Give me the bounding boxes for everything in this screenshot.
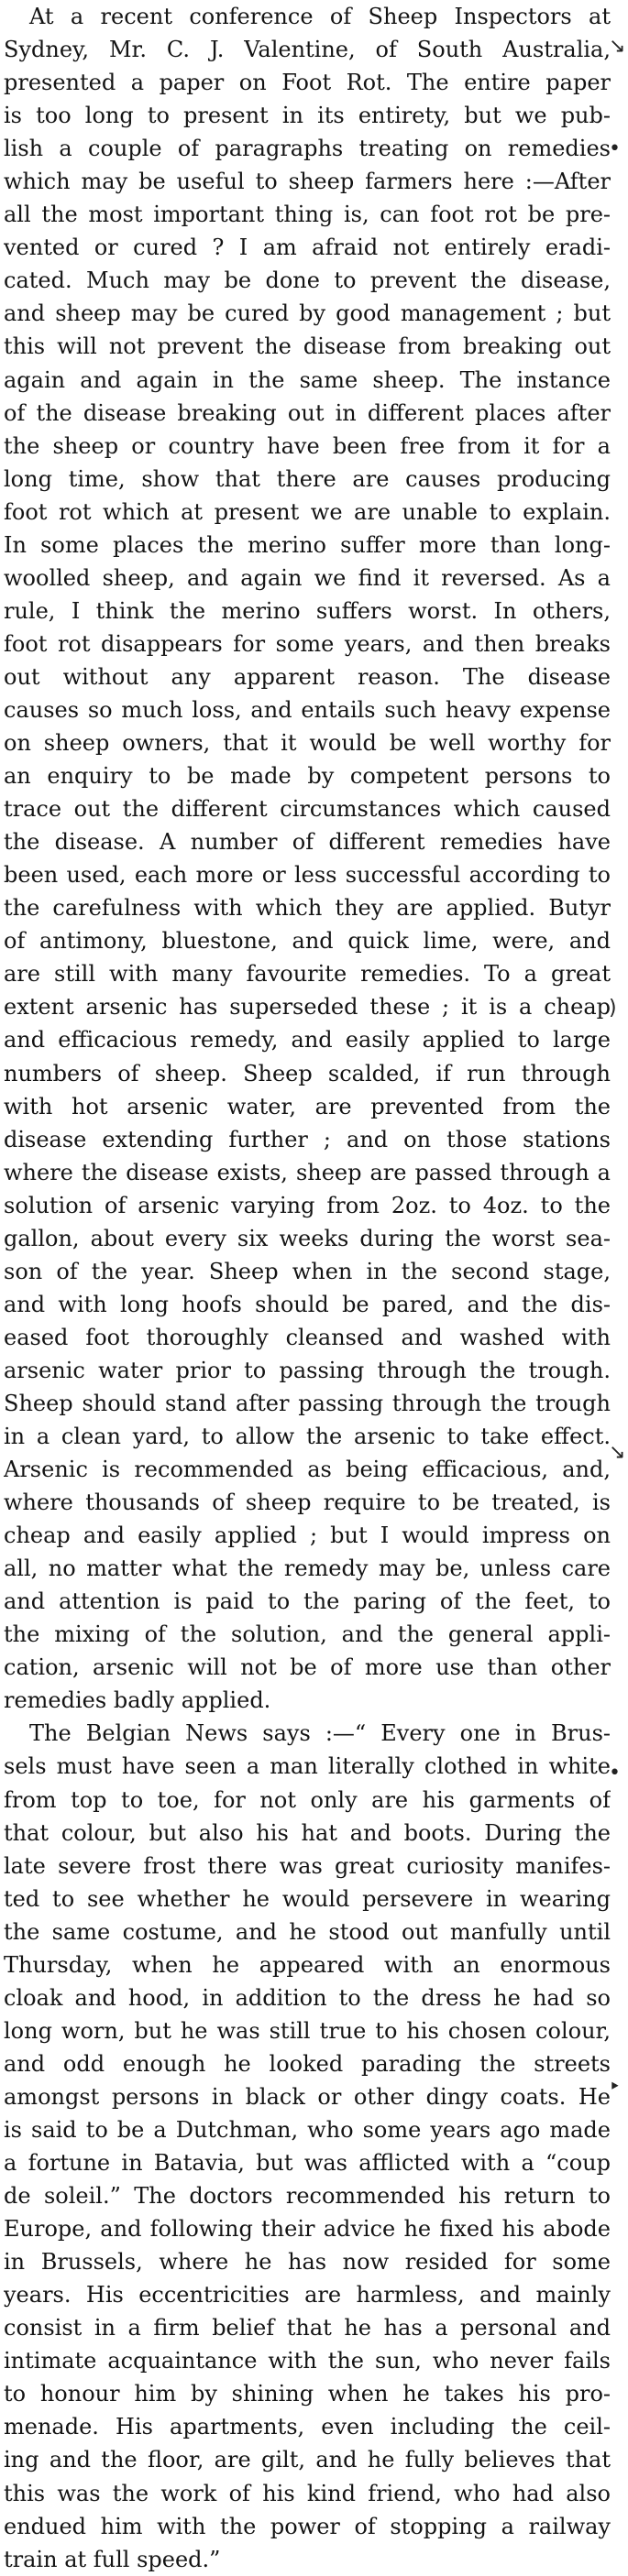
text-line: disease extending further ; and on those stations <box>4 1126 611 1152</box>
text-line: amongst persons in black or other dingy coats. He <box>4 2083 611 2110</box>
text-line: intimate acquaintance with the sun, who never fails <box>4 2348 611 2374</box>
text-line: gallon, about every six weeks during the worst sea- <box>4 1225 611 1251</box>
text-line: the same costume, and he stood out manfully until <box>4 1918 611 1945</box>
text-line: cation, arsenic will not be of more use than other <box>4 1654 611 1681</box>
text-line: this will not prevent the disease from breaking out <box>4 333 611 360</box>
text-line: Sydney, Mr. C. J. Valentine, of South Australia, <box>4 37 611 63</box>
ink-speck: ↘ <box>609 1441 626 1464</box>
text-line: with hot arsenic water, are prevented from the <box>4 1093 611 1119</box>
text-line: foot rot which at present we are unable to explain. <box>4 498 611 525</box>
text-line: of the disease breaking out in different places after <box>4 399 611 426</box>
text-line: in a clean yard, to allow the arsenic to take effect. <box>4 1424 611 1450</box>
ink-speck: • <box>609 1762 621 1785</box>
text-line: the carefulness with which they are applied. Butyr <box>4 895 611 922</box>
text-line: de soleil.” The doctors recommended his return to <box>4 2183 611 2210</box>
text-line: Thursday, when he appeared with an enormous <box>4 1951 611 1978</box>
ink-speck: • <box>609 137 621 160</box>
text-line: ted to see whether he would persevere in wearing <box>4 1885 611 1912</box>
text-line: is too long to present in its entirety, but we pub- <box>4 103 611 129</box>
text-line: the disease. A number of different remedies have <box>4 829 611 856</box>
text-line: presented a paper on Foot Rot. The entire paper <box>4 70 611 96</box>
text-line: the mixing of the solution, and the general appli- <box>4 1621 611 1648</box>
text-line: woolled sheep, and again we find it reversed. As a <box>4 564 611 591</box>
text-line: of antimony, bluestone, and quick lime, were, and <box>4 928 611 955</box>
text-line: endued him with the power of stopping a railway <box>4 2513 611 2539</box>
text-line: causes so much loss, and entails such heavy expense <box>4 696 611 723</box>
text-line: son of the year. Sheep when in the second stage, <box>4 1258 611 1284</box>
text-line: cloak and hood, in addition to the dress he had so <box>4 1984 611 2011</box>
text-line: long worn, but he was still true to his chosen colour, <box>4 2017 611 2044</box>
text-line: again and again in the same sheep. The instance <box>4 366 611 393</box>
text-line: At a recent conference of Sheep Inspectors at <box>29 4 611 29</box>
text-line: to honour him by shining when he takes his pro- <box>4 2381 611 2407</box>
paragraph-belgian-news <box>4 1717 611 2575</box>
text-line: The Belgian News says :—“ Every one in Brus- <box>29 1720 611 1747</box>
text-line: solution of arsenic varying from 2oz. to 4oz. to the <box>4 1192 611 1218</box>
text-line: and with long hoofs should be pared, and the dis- <box>4 1291 611 1317</box>
text-line: years. His eccentricities are harmless, and mainly <box>4 2282 611 2309</box>
text-line: In some places the merino suffer more than long- <box>4 531 611 558</box>
text-line: the sheep or country have been free from it for a <box>4 432 611 459</box>
text-line: lish a couple of paragraphs treating on remedies <box>4 136 611 162</box>
text-line: foot rot disappears for some years, and then breaks <box>4 630 611 657</box>
text-line: extent arsenic has superseded these ; it is a cheap <box>4 994 611 1021</box>
text-line: from top to toe, for not only are his garments of <box>4 1786 611 1813</box>
text-line: trace out the different circumstances which caused <box>4 796 611 823</box>
text-line: cated. Much may be done to prevent the disease, <box>4 267 611 294</box>
text-line: all, no matter what the remedy may be, unless care <box>4 1555 611 1582</box>
text-line: that colour, but also his hat and boots. During the <box>4 1819 611 1846</box>
ink-speck: ) <box>609 997 617 1020</box>
text-line: arsenic water prior to passing through the trough. <box>4 1357 611 1383</box>
text-line: late severe frost there was great curiosity manifes- <box>4 1852 611 1879</box>
text-line: out without any apparent reason. The disease <box>4 663 611 690</box>
text-line: eased foot thoroughly cleansed and washed with <box>4 1324 611 1350</box>
text-line: ing and the floor, are gilt, and he fully believes that <box>4 2447 611 2473</box>
text-line: train at full speed.” <box>4 2546 221 2572</box>
text-line: numbers of sheep. Sheep scalded, if run through <box>4 1060 611 1086</box>
ink-speck: ↘ <box>609 35 626 58</box>
paragraph-foot-rot <box>4 0 611 1717</box>
text-line: rule, I think the merino suffers worst. In others, <box>4 597 611 624</box>
text-line: on sheep owners, that it would be well worthy for <box>4 730 611 757</box>
text-line: an enquiry to be made by competent persons to <box>4 763 611 790</box>
text-line: where thousands of sheep require to be treated, is <box>4 1490 611 1516</box>
text-line: sels must have seen a man literally clothed in white <box>4 1753 611 1780</box>
text-line: and attention is paid to the paring of the feet, to <box>4 1588 611 1615</box>
text-line: is said to be a Dutchman, who some years ago made <box>4 2117 611 2143</box>
text-line: and sheep may be cured by good management ; but <box>4 300 611 327</box>
text-line: all the most important thing is, can foot rot be pre- <box>4 202 611 228</box>
text-line: long time, show that there are causes producing <box>4 465 611 492</box>
text-line: cheap and easily applied ; but I would impress on <box>4 1523 611 1549</box>
text-line: Sheep should stand after passing through the trough <box>4 1390 611 1416</box>
text-line: which may be useful to sheep farmers here :—After <box>4 169 611 195</box>
text-line: and efficacious remedy, and easily applied to large <box>4 1027 611 1053</box>
text-line: Europe, and following their advice he fixed his abode <box>4 2216 611 2243</box>
text-line: Arsenic is recommended as being efficacious, and, <box>4 1457 611 1483</box>
text-line: this was the work of his kind friend, who had also <box>4 2480 611 2506</box>
text-line: been used, each more or less successful according to <box>4 862 611 889</box>
text-line: and odd enough he looked parading the streets <box>4 2050 611 2077</box>
text-line: in Brussels, where he has now resided for some <box>4 2249 611 2276</box>
text-line: are still with many favourite remedies. To a great <box>4 961 611 988</box>
ink-speck: ‣ <box>609 2076 621 2099</box>
text-line: consist in a firm belief that he has a personal and <box>4 2315 611 2341</box>
article-text <box>4 0 611 2576</box>
text-line: menade. His apartments, even including the ceil- <box>4 2414 611 2440</box>
text-line: a fortune in Batavia, but was afflicted with a “coup <box>4 2150 611 2177</box>
text-line: vented or cured ? I am afraid not entirely eradi- <box>4 235 611 261</box>
text-line: remedies badly applied. <box>4 1687 271 1714</box>
text-line: where the disease exists, sheep are passed through a <box>4 1159 611 1185</box>
